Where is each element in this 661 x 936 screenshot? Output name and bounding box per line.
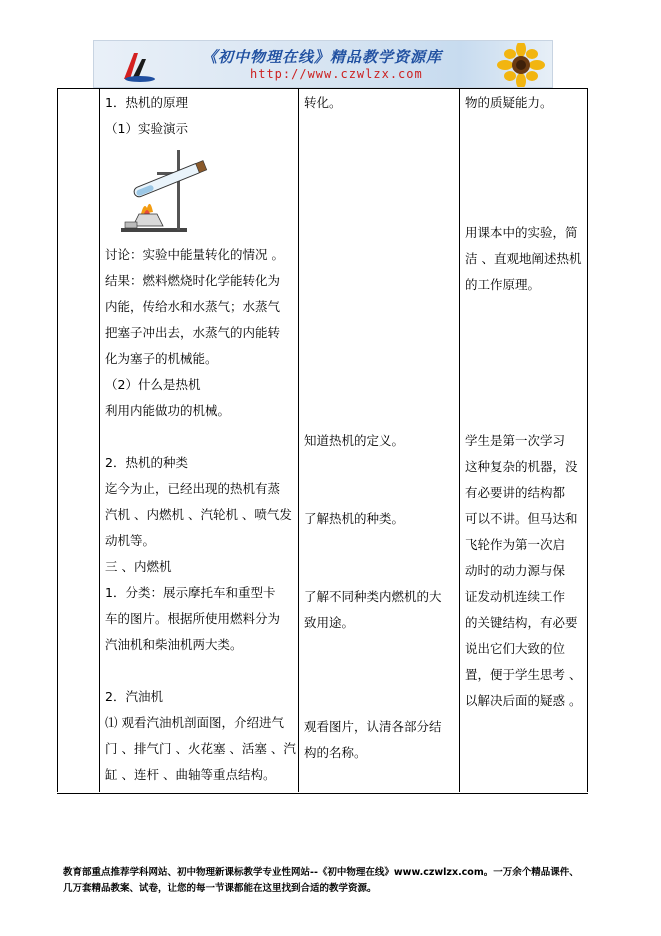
- table-divider-3: [459, 88, 460, 792]
- intent-line: 物的质疑能力。: [465, 95, 553, 110]
- content-line: 内能，传给水和水蒸气；水蒸气: [105, 299, 281, 314]
- table-divider-2: [298, 88, 299, 792]
- content-line: 把塞子冲出去，水蒸气的内能转: [105, 325, 281, 340]
- intent-line: 有必要讲的结构都: [465, 485, 566, 500]
- content-line: ⑴ 观看汽油机剖面图，介绍进气: [105, 715, 284, 730]
- header-banner: [93, 40, 553, 88]
- design-intent-column: [465, 90, 583, 714]
- intent-line: 的工作原理。: [465, 277, 541, 292]
- student-activity-column: [304, 90, 456, 766]
- intent-line: 洁 、直观地阐述热机: [465, 251, 582, 266]
- activity-line: 了解热机的种类。: [304, 511, 405, 526]
- content-line: （1）实验演示: [105, 121, 188, 136]
- table-border-right: [587, 88, 588, 792]
- banner-title: 《初中物理在线》精品教学资源库: [202, 48, 443, 66]
- intent-line: 以解决后面的疑惑 。: [465, 693, 582, 708]
- activity-line: 了解不同种类内燃机的大: [304, 589, 442, 604]
- apparatus-diagram: [113, 142, 213, 240]
- footer-line-2: 几万套精品教案、试卷，让您的每一节课都能在这里找到合适的教学资源。: [63, 883, 377, 894]
- content-line: 汽机 、内燃机 、汽轮机 、喷气发: [105, 507, 292, 522]
- content-line: 三 、内燃机: [105, 559, 172, 574]
- content-line: 动机等。: [105, 533, 156, 548]
- sunflower-image: [492, 43, 550, 87]
- activity-line: 致用途。: [304, 615, 355, 630]
- site-logo: [120, 49, 156, 83]
- teaching-content-column: [105, 90, 295, 788]
- intent-line: 证发动机连续工作: [465, 589, 566, 604]
- content-line: 结果：燃料燃烧时化学能转化为: [105, 273, 281, 288]
- content-line: 车的图片。根据所使用燃料分为: [105, 611, 281, 626]
- intent-line: 用课本中的实验，简: [465, 225, 578, 240]
- content-line: 汽油机和柴油机两大类。: [105, 637, 243, 652]
- intent-line: 的关键结构，有必要: [465, 615, 578, 630]
- content-line: 1．热机的原理: [105, 95, 188, 110]
- activity-line: 观看图片，认清各部分结: [304, 719, 442, 734]
- content-line: 讨论：实验中能量转化的情况 。: [105, 247, 284, 262]
- intent-line: 动时的动力源与保: [465, 563, 566, 578]
- intent-line: 学生是第一次学习: [465, 433, 566, 448]
- content-line: 1．分类：展示摩托车和重型卡: [105, 585, 276, 600]
- intent-line: 这种复杂的机器，没: [465, 459, 578, 474]
- intent-line: 说出它们大致的位: [465, 641, 566, 656]
- table-divider-1: [99, 88, 100, 792]
- page-footer: [63, 865, 613, 897]
- content-line: 缸 、连杆 、曲轴等重点结构。: [105, 767, 276, 782]
- activity-line: 知道热机的定义。: [304, 433, 405, 448]
- experiment-figure: [105, 142, 295, 242]
- intent-line: 置，便于学生思考 、: [465, 667, 582, 682]
- activity-line: 构的名称。: [304, 745, 367, 760]
- content-line: （2）什么是热机: [105, 377, 201, 392]
- content-line: 利用内能做功的机械。: [105, 403, 231, 418]
- banner-url[interactable]: http://www.czwlzx.com: [250, 67, 423, 81]
- content-line: 化为塞子的机械能。: [105, 351, 218, 366]
- intent-line: 飞轮作为第一次启: [465, 537, 566, 552]
- footer-line-1: 教育部重点推荐学科网站、初中物理新课标教学专业性网站--《初中物理在线》www.czwlzx.com。一万余个精品课件、: [63, 867, 579, 878]
- content-line: 门 、排气门 、火花塞 、活塞 、汽: [105, 741, 296, 756]
- content-line: 2．热机的种类: [105, 455, 188, 470]
- content-line: 迄今为止，已经出现的热机有蒸: [105, 481, 281, 496]
- activity-line: 转化。: [304, 95, 342, 110]
- intent-line: 可以不讲。但马达和: [465, 511, 578, 526]
- table-border-left: [57, 88, 58, 792]
- content-line: 2．汽油机: [105, 689, 163, 704]
